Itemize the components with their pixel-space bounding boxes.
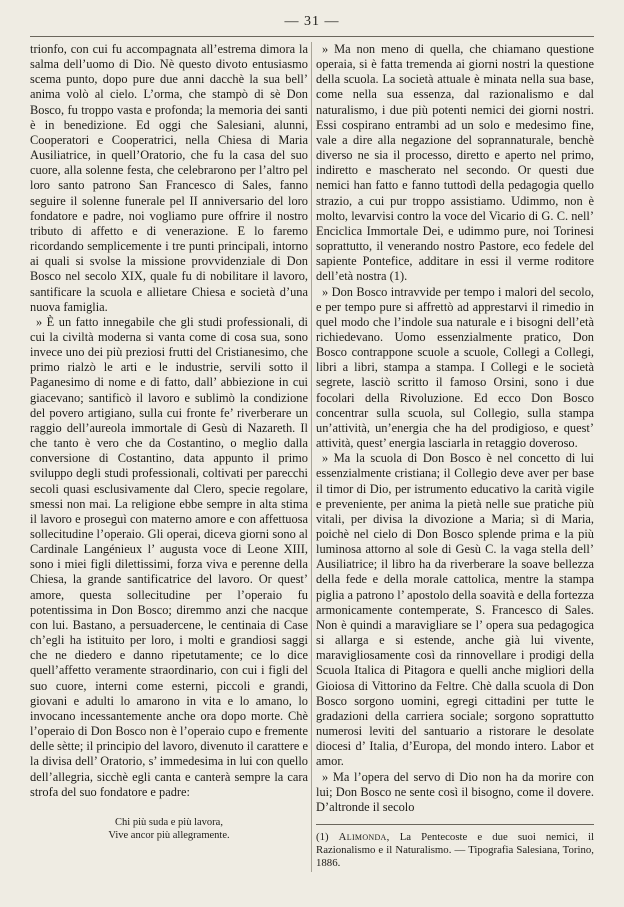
left-column [30,42,308,842]
footnote-marker: (1) [316,830,329,843]
paragraph: » Don Bosco intravvide per tempo i malori del secolo, e per tempo pure si affrettò ad apprestarvi il rimedio in quel modo che l’indole sua naturale e i bisogni dell’età richiedevano. Uomo essenzialmente pratico, Don Bosco contrappone scuole a scuole, Collegi a Collegi, libri a libri, stampa a stampa. I Collegi e le società segrete, lasciò scritto il famoso Orsini, sono i due focolari della Rivoluzione. Ed ecco Don Bosco concentrar sulla scuola, sul Collegio, sulla stampa un’attività, un’energia che ha del prodigioso, e quest’ attività, quest’ energia lasciarla in retaggio doveroso. [316,284,594,451]
paragraph: » Ma non meno di quella, che chiamano questione operaia, si è fatta tremenda ai giorni nostri la questione della scuola. La società attuale è minata nella sua base, come nella sua essenza, dal razionalismo e dal naturalismo, i due più potenti nemici dei giorni nostri. Essi cospirano entrambi ad un solo e medesimo fine, vale a dire alla negazione del soprannaturale, benchè diverso ne sia il processo, diretto e aperto nel primo, indiretto e mascherato nel secondo. Or questi due nemici han fatto e fanno tuttodì della pedagogia quello strazio, a cui pur troppo assistiamo. Udimmo, non è molto, levarvisi contro la voce del Vicario di G. C. nell’ Enciclica Immortale Dei, e udimmo pure, noi Torinesi soprattutto, il venerando nostro Pastore, eco fedele del sapiente Pontefice, additare in essi il verme roditore dell’età nostra (1). [316,42,594,284]
footnote-rule [316,824,594,825]
paragraph: » Ma la scuola di Don Bosco è nel concetto di lui essenzialmente cristiana; il Collegio deve aver per base il timor di Dio, per istrumento educativo la carità vigile e preveniente, per anima la pietà nelle sue pratiche più vitali, per divisa la divozione a Maria; sì di Maria, poichè nel cielo di Don Bosco splende prima e la più luminosa attorno al sole di Gesù C. la vaga stella dell’ Ausiliatrice; il libro ha da riverberare la soave bellezza della fede e della morale cattolica, mentre la stampa piglia a patrono l’ apostolo della soavità e della fortezza armonicamente contemperate, S. Francesco di Sales. Non è quindi a maravigliare se l’ opera sua pedagogica si allarga e si estende, anche già lui vivente, maravigliosamente così da rinnovellare i prodigi della Scuola Italica di Pitagora e quelli anche migliori della Gioiosa di Vittorino da Feltre. Chè dalla scuola di Don Bosco sorgono uomini, egregi cittadini per tutte le gradazioni della carriera sociale; sorgono soprattutto numerosi leviti del santuario a ristorare le desolate diocesi d’ Italia, d’Europa, del mondo intero. Labor et amor. [316,451,594,769]
verse-line: Chi più suda e più lavora, [115,816,223,828]
verse-line: Vive ancor più allegramente. [108,829,230,841]
right-column [316,42,594,871]
paragraph: » È un fatto innegabile che gli studi professionali, di cui la civiltà moderna si vanta come di cosa sua, sono invece uno dei più preziosi frutti del Cristianesimo, che primo rialzò le arti e le industrie, servili sotto il Paganesimo di nome e di fatto, dall’ abbiezione in cui giacevano; santificò il lavoro e sublimò la condizione del povero artigiano, sulla cui fronte fe’ riverberare un raggio dell’aureola immortale di Gesù di Nazareth. Il che tanto è vero che da Costantino, o meglio dalla conversione di Costantino, data appunto il primo sviluppo degli studi professionali, coltivati per parecchi secoli quasi esclusivamente dal Clero, specie regolare, smessi non mai. La religione ebbe sempre in alta stima il lavoro e proseguì con materno amore e con affettuosa sollecitudine l’operaio. Gli operai, diceva giorni sono al Cardinale Langénieux l’ augusta voce di Leone XIII, sono i miei figli dilettissimi, forza viva e perenne della Chiesa, la grande santificatrice del lavoro. Or quest’ amore, questa sollecitudine per l’operaio fu potentissima in Don Bosco; diremmo anzi che nacque con lui. Bastano, a persuadercene, le centinaia di Case ch’egli ha istituito per loro, i molti e grandiosi saggi che ne diedero e danno ripetutamente; ce lo dice quell’affetto veramente straordinario, con cui i figli del suo cuore, interni come esterni, piccoli e grandi, giovani e adulti lo amarono in vita e lo amano, lo invocano incessantemente anche ora dopo morte. Chè l’operaio di Don Bosco non è l’operaio cupo e fremente delle sètte; il principio del lavoro, divenuto il carattere e la divisa dell’ Oratorio, s’ immedesima in lui con quello dell’allegria, sicchè egli canta e canterà sempre la cara strofa del suo fondatore e padre: [30,314,308,799]
footnote [316,831,594,871]
footnote-author: Alimonda, [338,830,390,843]
verse-quote [30,816,308,842]
column-divider [311,42,312,872]
paragraph: trionfo, con cui fu accompagnata all’estrema dimora la salma dell’uomo di Dio. Nè questo divoto entusiasmo scema punto, dopo pure due anni dacchè la sua bell’ anima volò al cielo. L’orma, che stampò di sè Don Bosco, fu troppo vasta e profonda; la memoria dei santi è in benedizione. Ed oggi che Salesiani, alunni, Cooperatori e Cooperatrici, nella Chiesa di Maria Ausiliatrice, in quell’Oratorio, che fu la casa del suo cuore, alla solenne festa, che celebrarono per l’altro pel loro santo patrono San Francesco di Sales, fanno seguire il solenne funerale pel II anniversario del loro fondatore e padre, noi vogliamo pure offrire il nostro tributo di affetto e di venerazione. E lo faremo ricordando semplicemente i tre punti principali, intorno ai quali si svolse la missione provvidenziale di Don Bosco nel secolo XIX, quale fu di nobilitare il lavoro, santificare la scuola e allietare Chiesa e società d’una nuova famiglia. [30,42,308,314]
paragraph: » Ma l’opera del servo di Dio non ha da morire con lui; Don Bosco ne sente così il bisogno, come il dovere. D’altronde il secolo [316,769,594,814]
footnote-text: La Pentecoste e due suoi nemici, il Razionalismo e il Naturalismo. — Tipografia Salesiana, Torino, 1886. [316,830,595,870]
header-rule [30,36,594,37]
page-number: — 31 — [284,14,340,29]
